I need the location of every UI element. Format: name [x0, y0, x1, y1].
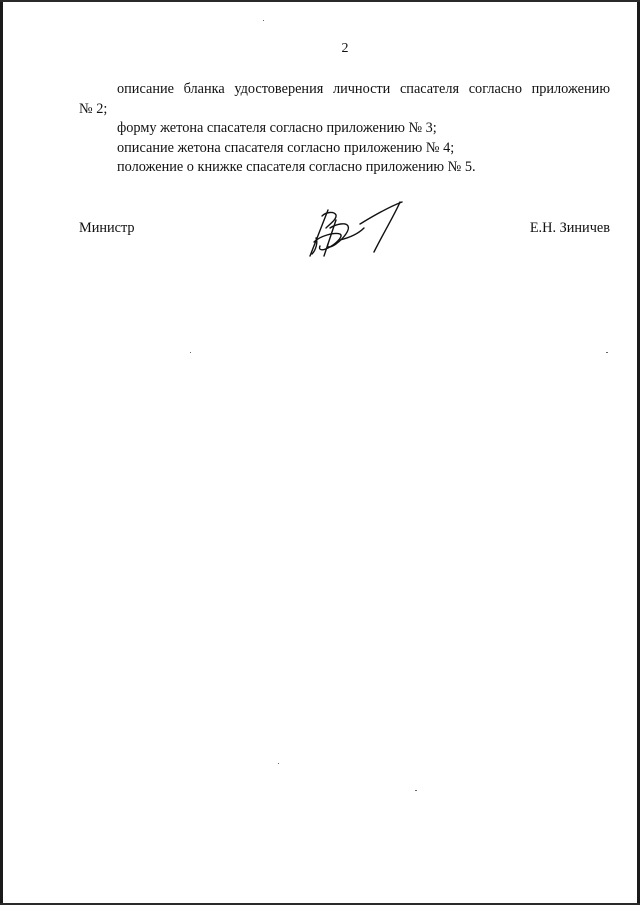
- handwritten-signature: [300, 198, 410, 260]
- page-number: 2: [341, 41, 349, 56]
- paragraph-id-blank-description: описание бланка удостоверения личности спасателя согласно приложению: [117, 81, 610, 97]
- paragraph-rescuer-book: положение о книжке спасателя согласно приложению № 5.: [117, 159, 476, 175]
- scan-speck: [606, 352, 608, 353]
- signatory-name: Е.Н. Зиничев: [529, 220, 610, 236]
- paragraph-token-description: описание жетона спасателя согласно приложению № 4;: [117, 139, 455, 156]
- signatory-position: Министр: [79, 220, 135, 236]
- paragraph-id-blank-description-continuation: № 2;: [79, 100, 108, 117]
- scan-speck: [263, 20, 264, 21]
- document-body: [79, 80, 610, 178]
- paragraph-token-form: форму жетона спасателя согласно приложению № 3;: [117, 120, 437, 136]
- scan-speck: [415, 790, 417, 791]
- scan-speck: [278, 763, 279, 764]
- scan-edge-left: [0, 0, 3, 905]
- scan-speck: [190, 352, 191, 353]
- scan-edge-top: [0, 0, 640, 2]
